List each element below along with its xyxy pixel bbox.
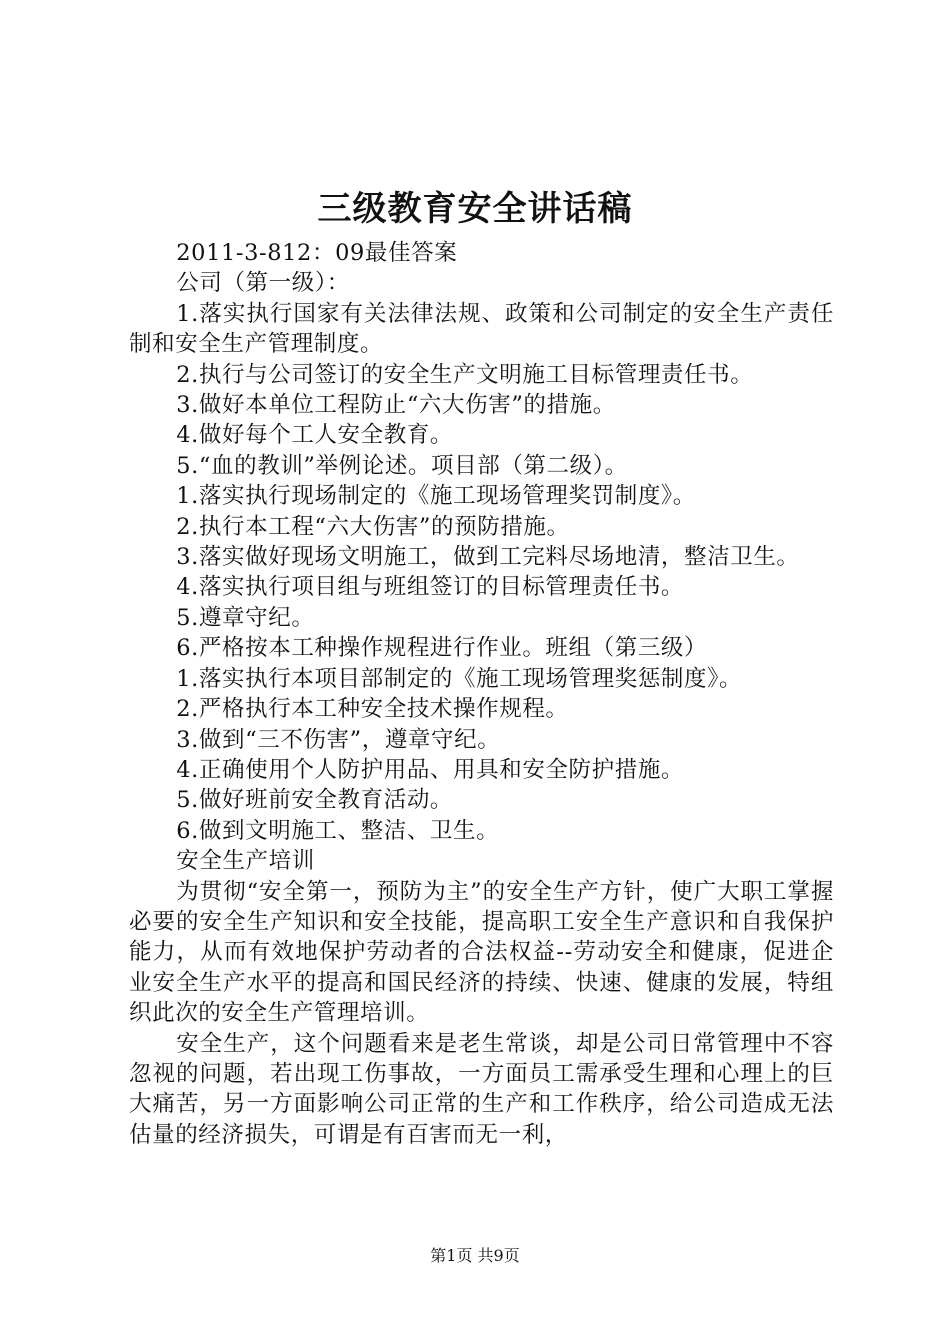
paragraph: 1.落实执行本项目部制定的《施工现场管理奖惩制度》。 <box>176 665 743 692</box>
paragraph: 5.遵章守纪。 <box>176 604 315 631</box>
paragraph: 3.做到“三不伤害”，遵章守纪。 <box>176 726 501 753</box>
paragraph: 安全生产，这个问题看来是老生常谈，却是公司日常管理中不容忽视的问题，若出现工伤事故，一方面员工需承受生理和心理上的巨大痛苦，另一方面影响公司正常的生产和工作秩序，给公司造成无法估量的经济损失，可谓是有百害而无一利， <box>129 1030 834 1148</box>
paragraph: 4.做好每个工人安全教育。 <box>176 422 454 449</box>
paragraph: 2.执行与公司签订的安全生产文明施工目标管理责任书。 <box>176 361 754 388</box>
paragraph: 公司（第一级）： <box>176 270 350 297</box>
paragraph: 1.落实执行国家有关法律法规、政策和公司制定的安全生产责任制和安全生产管理制度。 <box>129 300 834 358</box>
paragraph: 5.“血的教训”举例论述。项目部（第二级）。 <box>176 452 628 479</box>
paragraph: 2.严格执行本工种安全技术操作规程。 <box>176 696 569 723</box>
paragraph: 4.正确使用个人防护用品、用具和安全防护措施。 <box>176 756 685 783</box>
paragraph: 1.落实执行现场制定的《施工现场管理奖罚制度》。 <box>176 483 696 510</box>
paragraph: 3.落实做好现场文明施工，做到工完料尽场地清，整洁卫生。 <box>176 544 800 571</box>
document-body <box>129 238 834 1150</box>
paragraph: 6.严格按本工种操作规程进行作业。班组（第三级） <box>176 635 708 662</box>
paragraph: 3.做好本单位工程防止“六大伤害”的措施。 <box>176 392 616 419</box>
paragraph: 6.做到文明施工、整洁、卫生。 <box>176 817 500 844</box>
document-title: 三级教育安全讲话稿 <box>317 189 633 229</box>
paragraph: 2.执行本工程“六大伤害”的预防措施。 <box>176 513 570 540</box>
paragraph: 5.做好班前安全教育活动。 <box>176 787 454 814</box>
paragraph: 2011-3-812：09最佳答案 <box>176 240 458 266</box>
section-heading: 安全生产培训 <box>176 848 315 875</box>
page-footer: 第1页 共9页 <box>430 1246 520 1265</box>
paragraph: 为贯彻“安全第一，预防为主”的安全生产方针，使广大职工掌握必要的安全生产知识和安全技能，提高职工安全生产意识和自我保护能力，从而有效地保护劳动者的合法权益--劳动安全和健康，促进企业安全生产水平的提高和国民经济的持续、快速、健康的发展，特组织此次的安全生产管理培训。 <box>129 878 834 1027</box>
paragraph: 4.落实执行项目组与班组签订的目标管理责任书。 <box>176 574 685 601</box>
